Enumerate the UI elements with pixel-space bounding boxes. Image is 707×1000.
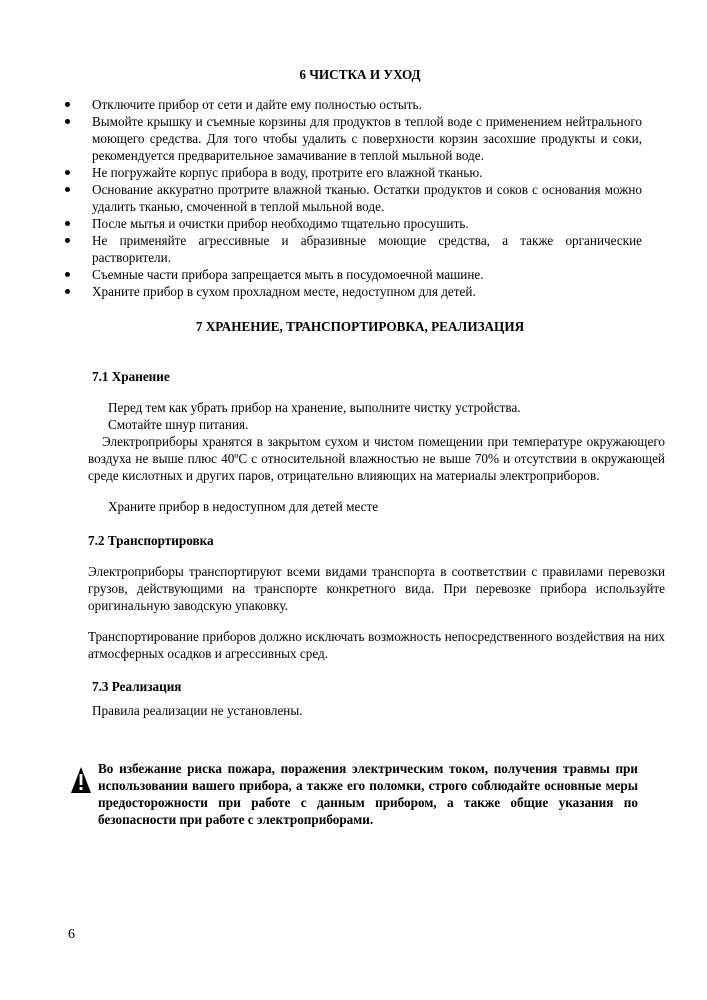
list-item: Вымойте крышку и съемные корзины для продуктов в теплой воде с применением нейтрального моющего средства. Для того чтобы удалить с поверхности корзин засохшие продукты и соки, рекомендуется предварительное замачивание в теплой мыльной воде. <box>62 113 642 164</box>
list-item: Основание аккуратно протрите влажной тканью. Остатки продуктов и соков с основания можно удалить тканью, смоченной в теплой мыльной воде. <box>62 181 642 215</box>
bullet-icon <box>65 170 70 175</box>
bullet-icon <box>65 221 70 226</box>
transport-paragraph-2: Транспортирование приборов должно исключать возможность непосредственного воздействия на них атмосферных осадков и агрессивных сред. <box>88 629 665 661</box>
storage-paragraph-2: Смотайте шнур питания. <box>108 417 249 432</box>
bullet-icon <box>65 102 70 107</box>
sales-paragraph: Правила реализации не установлены. <box>92 703 303 718</box>
section-7-title: 7 ХРАНЕНИЕ, ТРАНСПОРТИРОВКА, РЕАЛИЗАЦИЯ <box>195 319 525 334</box>
list-item: Не погружайте корпус прибора в воду, протрите его влажной тканью. <box>62 164 642 181</box>
bullet-icon <box>65 238 70 243</box>
bullet-icon <box>65 119 70 124</box>
list-item: После мытья и очистки прибор необходимо тщательно просушить. <box>62 215 642 232</box>
page-number: 6 <box>68 927 75 942</box>
bullet-icon <box>65 272 70 277</box>
storage-paragraph-3: Электроприборы хранятся в закрытом сухом и чистом помещении при температуре окружающего воздуха не выше плюс 40ºС с относительной влажностью не выше 70% и отсутствии в окружающей среде кислотных и других паров, отрицательно влияющих на материалы электроприборов. <box>88 434 665 483</box>
warning-triangle-icon <box>70 766 92 794</box>
safety-warning: Во избежание риска пожара, поражения электрическим током, получения травмы при использовании вашего прибора, а также его поломки, строго соблюдайте основные меры предосторожности при работе с данным прибором, а также общие указания по безопасности при работе с электроприборами. <box>98 761 638 827</box>
transport-subtitle: 7.2 Транспортировка <box>88 533 214 548</box>
cleaning-instructions-list <box>62 96 642 300</box>
bullet-icon <box>65 289 70 294</box>
transport-paragraph-1: Электроприборы транспортируют всеми видами транспорта в соответствии с правилами перевозки грузов, действующими на транспорте конкретного вида. При перевозке прибора используйте оригинальную заводскую упаковку. <box>88 564 665 613</box>
list-item: Не применяйте агрессивные и абразивные моющие средства, а также органические растворители. <box>62 232 642 266</box>
section-6-title: 6 ЧИСТКА И УХОД <box>299 67 421 82</box>
list-item: Отключите прибор от сети и дайте ему полностью остыть. <box>62 96 642 113</box>
bullet-icon <box>65 187 70 192</box>
list-item: Храните прибор в сухом прохладном месте, недоступном для детей. <box>62 283 642 300</box>
list-item: Съемные части прибора запрещается мыть в посудомоечной машине. <box>62 266 642 283</box>
storage-paragraph-4: Храните прибор в недоступном для детей месте <box>108 499 379 514</box>
storage-subtitle: 7.1 Хранение <box>92 369 170 384</box>
sales-subtitle: 7.3 Реализация <box>92 679 182 694</box>
storage-paragraph-1: Перед тем как убрать прибор на хранение, выполните чистку устройства. <box>108 400 521 415</box>
